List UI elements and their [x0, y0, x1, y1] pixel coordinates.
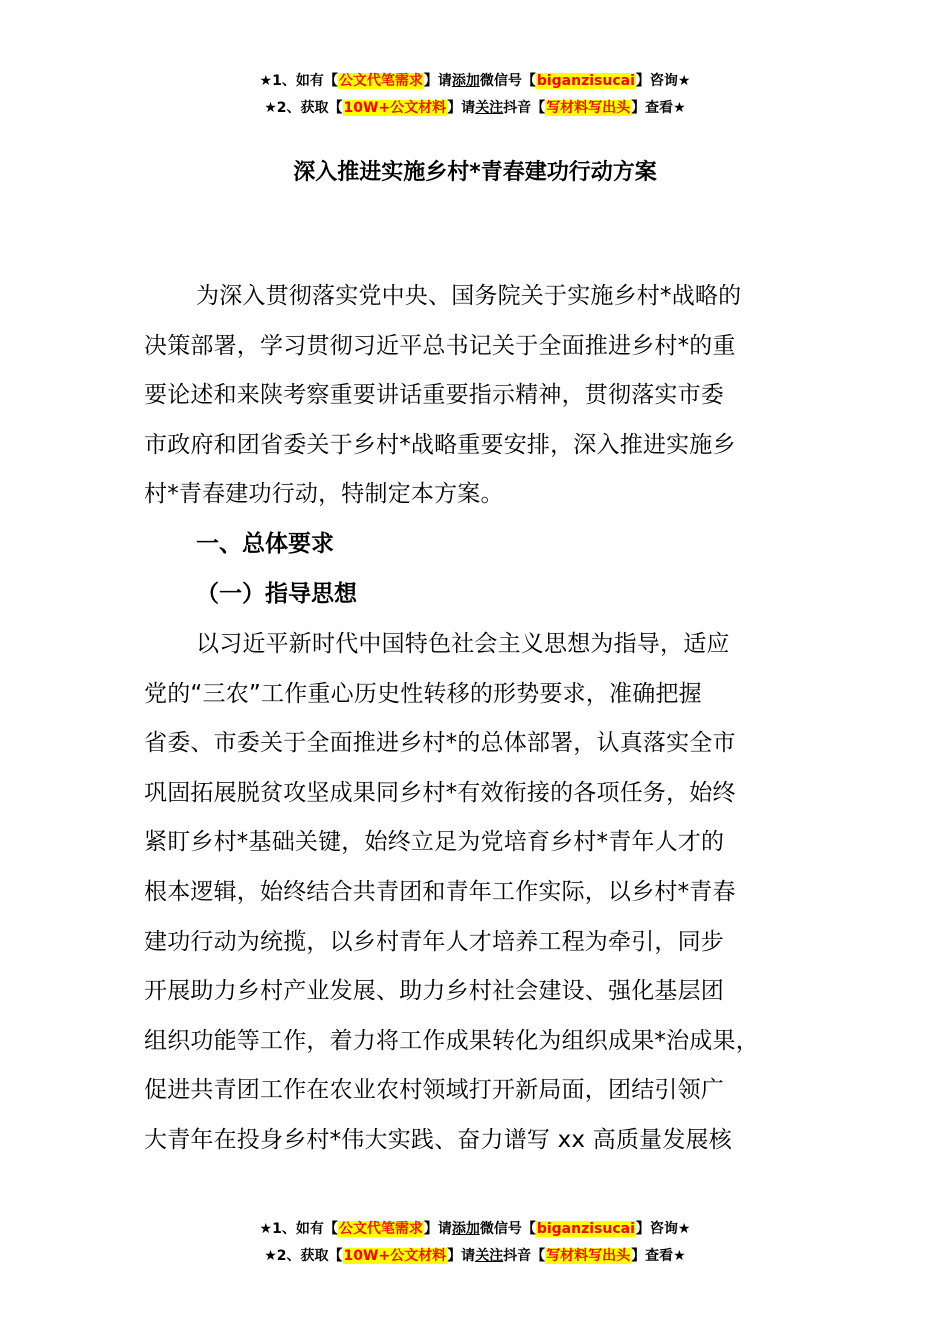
paragraph-line: 市政府和团省委关于乡村*战略重要安排，深入推进实施乡	[144, 431, 736, 458]
promo-text: 微信号【	[479, 73, 536, 89]
document-title: 深入推进实施乡村*青春建功行动方案	[293, 160, 657, 185]
promo-underlined-text: 关注	[475, 100, 504, 116]
paragraph-line: 要论述和来陕考察重要讲话重要指示精神，贯彻落实市委	[144, 382, 724, 409]
promo-highlight-douyin: 写材料写出头	[546, 100, 631, 116]
promo-text: 】查看★	[631, 1248, 686, 1264]
paragraph-line: 省委、市委关于全面推进乡村*的总体部署，认真落实全市	[144, 730, 736, 757]
promo-text: 】请	[447, 1248, 476, 1264]
promo-underlined-text: 关注	[475, 1248, 504, 1264]
section-heading: 一、总体要求	[196, 531, 334, 557]
paragraph-line: 村*青春建功行动，特制定本方案。	[144, 481, 504, 508]
promo-highlight-service: 公文代笔需求	[338, 1221, 423, 1237]
promo-text: ★2、获取【	[264, 100, 343, 116]
guiding-ideology-paragraph	[144, 620, 824, 1166]
promo-text: 微信号【	[479, 1221, 536, 1237]
paragraph-line: 建功行动为统揽，以乡村青年人才培养工程为牵引，同步	[144, 928, 724, 955]
promo-line-1	[0, 68, 950, 95]
promo-highlight-materials: 10W+公文材料	[343, 100, 447, 116]
paragraph-line: 大青年在投身乡村*伟大实践、奋力谱写 xx 高质量发展核	[144, 1126, 732, 1153]
promo-text: 】查看★	[631, 100, 686, 116]
promo-underlined-text: 添加	[451, 73, 480, 89]
promo-text: 抖音【	[503, 1248, 546, 1264]
promo-text: 】请	[423, 73, 452, 89]
paragraph-line: 为深入贯彻落实党中央、国务院关于实施乡村*战略的	[196, 283, 742, 309]
paragraph-line: 根本逻辑，始终结合共青团和青年工作实际，以乡村*青春	[144, 878, 736, 905]
promo-text: ★1、如有【	[259, 1221, 338, 1237]
promo-highlight-douyin: 写材料写出头	[546, 1248, 631, 1264]
subsection-heading: （一）指导思想	[196, 581, 357, 607]
paragraph-line: 决策部署，学习贯彻习近平总书记关于全面推进乡村*的重	[144, 332, 736, 359]
promo-text: 】咨询★	[635, 1221, 691, 1237]
paragraph-line: 党的“三农”工作重心历史性转移的形势要求，准确把握	[144, 680, 702, 707]
promo-text: 】请	[447, 100, 476, 116]
intro-paragraph	[144, 272, 824, 520]
promo-text: ★2、获取【	[264, 1248, 343, 1264]
promo-highlight-wechat-id: biganzisucai	[536, 73, 635, 89]
paragraph-line: 开展助力乡村产业发展、助力乡村社会建设、强化基层团	[144, 978, 724, 1005]
promo-line-2	[0, 95, 950, 122]
promo-text: 】咨询★	[635, 73, 691, 89]
promo-line-1	[0, 1216, 950, 1243]
promo-text: 抖音【	[503, 100, 546, 116]
promo-text: ★1、如有【	[259, 73, 338, 89]
paragraph-line: 促进共青团工作在农业农村领域打开新局面，团结引领广	[144, 1077, 724, 1104]
paragraph-line: 以习近平新时代中国特色社会主义思想为指导，适应	[196, 631, 730, 657]
paragraph-line: 紧盯乡村*基础关键，始终立足为党培育乡村*青年人才的	[144, 829, 725, 856]
footer-promo-banner	[0, 1216, 950, 1270]
promo-highlight-service: 公文代笔需求	[338, 73, 423, 89]
paragraph-line: 组织功能等工作，着力将工作成果转化为组织成果*治成果，	[144, 1027, 759, 1054]
promo-line-2	[0, 1243, 950, 1270]
promo-underlined-text: 添加	[451, 1221, 480, 1237]
paragraph-line: 巩固拓展脱贫攻坚成果同乡村*有效衔接的各项任务，始终	[144, 779, 736, 806]
promo-highlight-wechat-id: biganzisucai	[536, 1221, 635, 1237]
promo-text: 】请	[423, 1221, 452, 1237]
header-promo-banner	[0, 68, 950, 122]
promo-highlight-materials: 10W+公文材料	[343, 1248, 447, 1264]
